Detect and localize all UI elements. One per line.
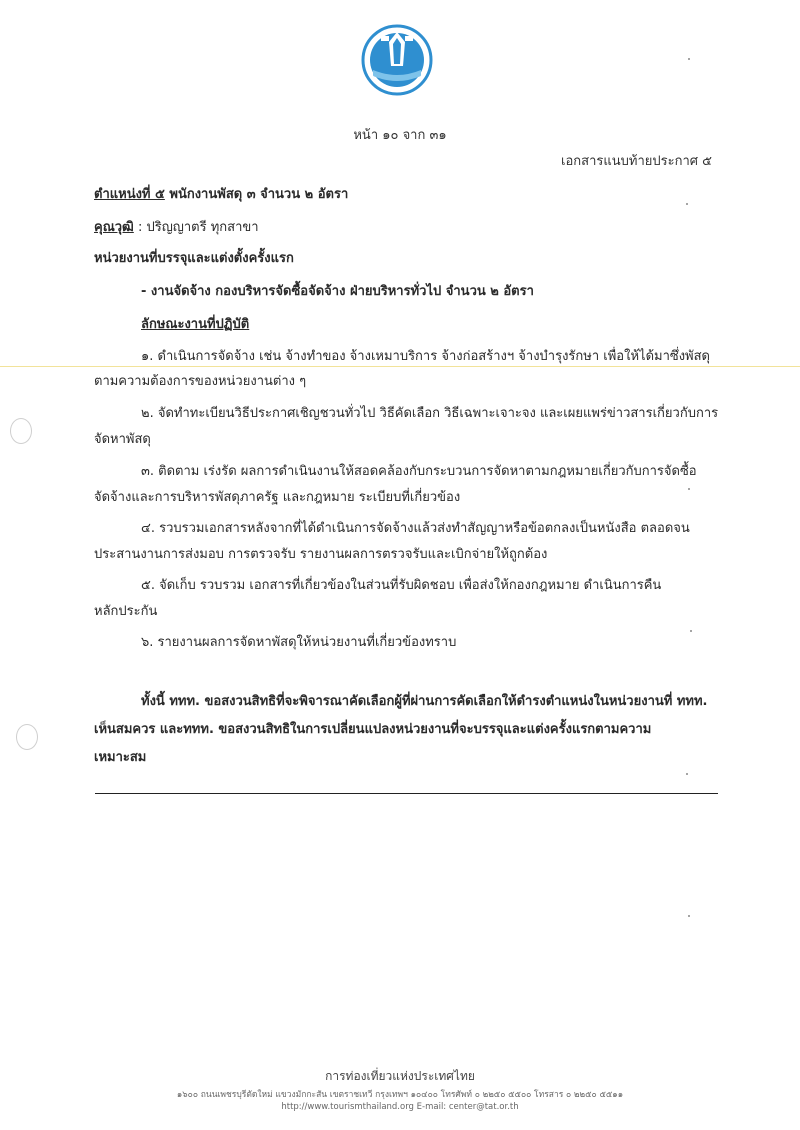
unit-heading: หน่วยงานที่บรรจุและแต่งตั้งครั้งแรก	[94, 251, 294, 266]
duty-6-line-1: ๖. รายงานผลการจัดหาพัสดุให้หน่วยงานที่เกี่ยวข้องทราบ	[141, 635, 457, 650]
duty-1-line-1: ๑. ดำเนินการจัดจ้าง เช่น จ้างทำของ จ้างเหมาบริการ จ้างก่อสร้างฯ จ้างบำรุงรักษา เพื่อให้ได้มาซึ่งพัสดุ	[141, 349, 710, 364]
page-number: หน้า ๑๐ จาก ๓๑	[353, 128, 447, 143]
footer-org: การท่องเที่ยวแห่งประเทศไทย	[325, 1069, 475, 1083]
duty-5-line-1: ๕. จัดเก็บ รวบรวม เอกสารที่เกี่ยวข้องในส่วนที่รับผิดชอบ เพื่อส่งให้กองกฎหมาย ดำเนินการคืน	[141, 578, 662, 593]
scan-dot	[686, 773, 688, 775]
punch-hole-bottom	[16, 724, 38, 750]
footer-web: http://www.tourismthailand.org E-mail: center@tat.or.th	[281, 1102, 519, 1112]
scan-line	[0, 366, 800, 367]
unit-value: - งานจัดจ้าง กองบริหารจัดซื้อจัดจ้าง ฝ่ายบริหารทั่วไป จำนวน ๒ อัตรา	[141, 284, 534, 299]
notice-line-3: เหมาะสม	[94, 750, 147, 765]
scan-dot	[686, 203, 688, 205]
notice-line-1: ทั้งนี้ ททท. ขอสงวนสิทธิที่จะพิจารณาคัดเลือกผู้ที่ผ่านการคัดเลือกให้ดำรงตำแหน่งในหน่วยงานที่ ททท.	[141, 694, 708, 709]
scan-dot	[688, 488, 690, 490]
position-heading	[94, 183, 348, 204]
position-number: ตำแหน่งที่ ๕	[94, 187, 165, 202]
duty-4-line-1: ๔. รวบรวมเอกสารหลังจากที่ได้ดำเนินการจัดจ้างแล้วส่งทำสัญญาหรือข้อตกลงเป็นหนังสือ ตลอดจน	[141, 521, 690, 536]
punch-hole-top	[10, 418, 32, 444]
scan-dot	[690, 630, 692, 632]
qualification-value: : ปริญญาตรี ทุกสาขา	[133, 220, 259, 235]
divider-line	[95, 793, 718, 794]
qualification-label: คุณวุฒิ	[94, 220, 134, 235]
attachment-label: เอกสารแนบท้ายประกาศ ๕	[561, 154, 712, 169]
duty-1-line-2: ตามความต้องการของหน่วยงานต่าง ๆ	[94, 374, 307, 389]
tat-logo	[359, 22, 435, 98]
qualification	[94, 216, 259, 237]
duty-2-line-2: จัดหาพัสดุ	[94, 432, 151, 447]
scan-dot	[688, 915, 690, 917]
duty-2-line-1: ๒. จัดทำทะเบียนวิธีประกาศเชิญชวนทั่วไป วิธีคัดเลือก วิธีเฉพาะเจาะจง และเผยแพร่ข่าวสารเกี่ยวกับการ	[141, 406, 719, 421]
duties-heading: ลักษณะงานที่ปฏิบัติ	[141, 317, 250, 332]
duty-4-line-2: ประสานงานการส่งมอบ การตรวจรับ รายงานผลการตรวจรับและเบิกจ่ายให้ถูกต้อง	[94, 547, 548, 562]
duty-5-line-2: หลักประกัน	[94, 604, 158, 619]
scan-dot	[688, 58, 690, 60]
duty-3-line-2: จัดจ้างและการบริหารพัสดุภาครัฐ และกฎหมาย ระเบียบที่เกี่ยวข้อง	[94, 490, 461, 505]
duty-3-line-1: ๓. ติดตาม เร่งรัด ผลการดำเนินงานให้สอดคล้องกับกระบวนการจัดหาตามกฎหมายเกี่ยวกับการจัดซื้อ	[141, 464, 697, 479]
position-title: พนักงานพัสดุ ๓ จำนวน ๒ อัตรา	[164, 187, 349, 202]
footer-address: ๑๖๐๐ ถนนเพชรบุรีตัดใหม่ แขวงมักกะสัน เขตราชเทวี กรุงเทพฯ ๑๐๔๐๐ โทรศัพท์ ๐ ๒๒๕๐ ๕๕๐๐ โทรสาร ๐ ๒๒๕๐ ๕๕๑๑	[176, 1090, 624, 1100]
notice-line-2: เห็นสมควร และททท. ขอสงวนสิทธิในการเปลี่ยนแปลงหน่วยงานที่จะบรรจุและแต่งครั้งแรกตามความ	[94, 722, 652, 737]
